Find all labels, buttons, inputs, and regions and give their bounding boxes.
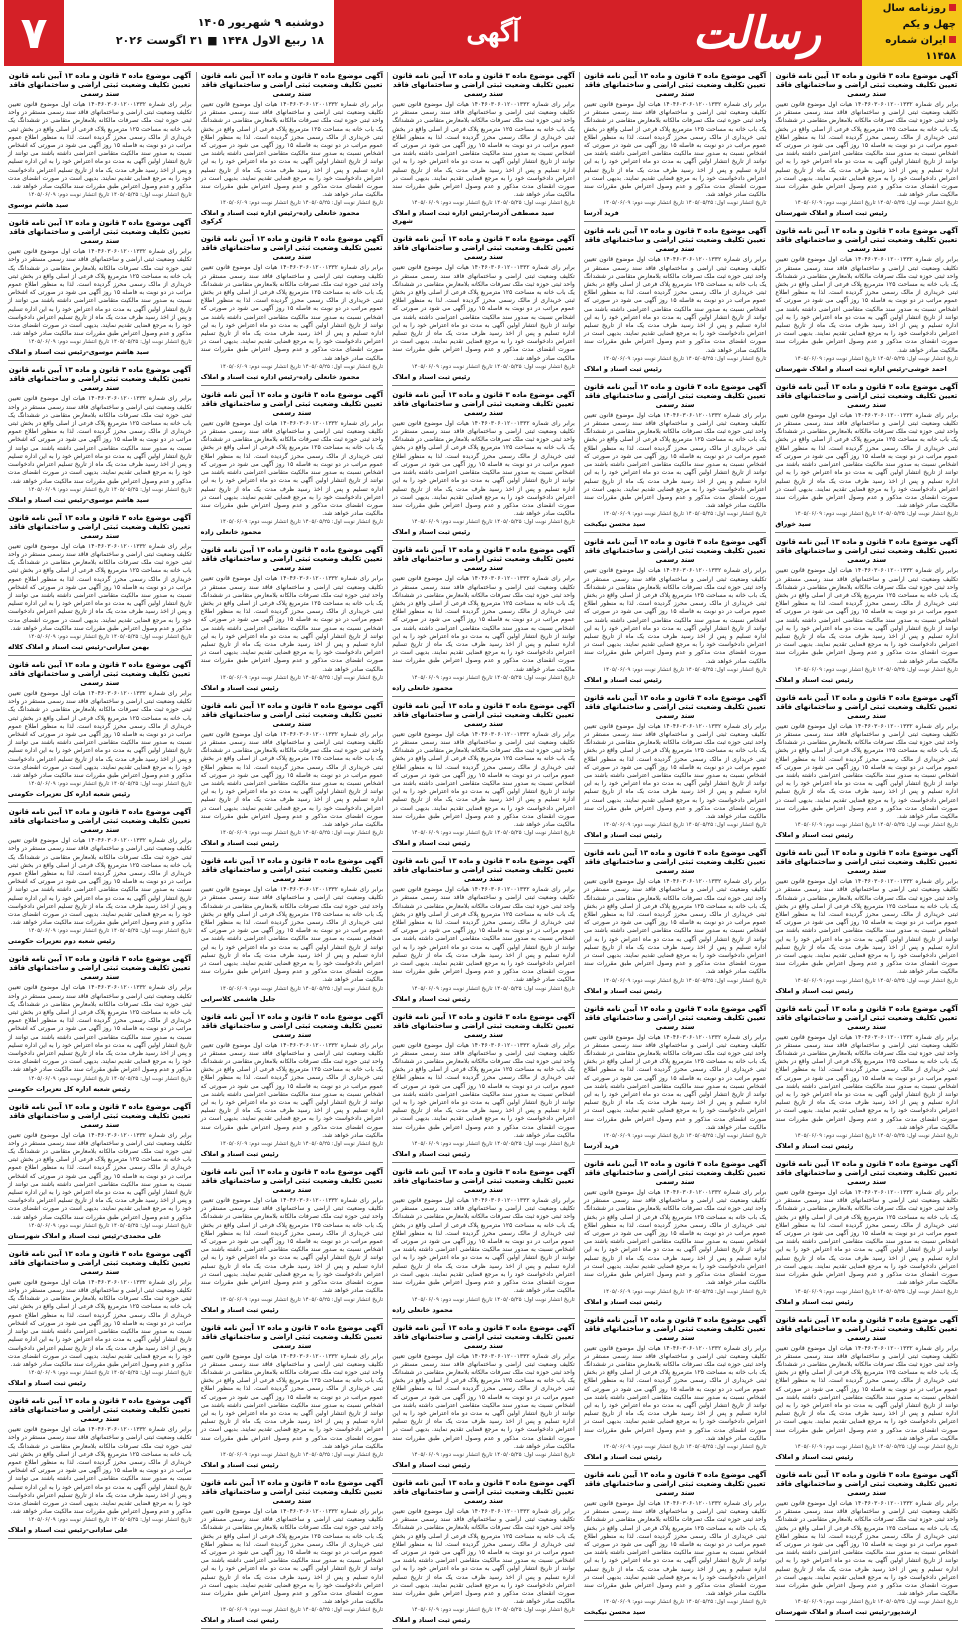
- legal-notice: [392, 72, 575, 230]
- notice-title: آگهی موضوع ماده ۳ قانون و ماده ۱۳ آیین نامه قانون تعیین تکلیف وضعیت ثبتی اراضی و ساختمانهای فاقد سند رسمی: [200, 546, 384, 573]
- legal-notice: [8, 72, 192, 214]
- legal-notice: [584, 383, 767, 533]
- notice-body: برابر رای شماره ۱۴۰۴۶۰۳۰۶۰۱۲۰۰۱۳۳۲ هیات اول موضوع قانون تعیین تکلیف وضعیت ثبتی اراضی و ساختمانهای فاقد سند رسمی مستقر در واحد ثبتی حوزه ثبت ملک تصرفات مالکانه بلامعارض متقاضی در ششدانگ یک باب خانه به مساحت ۱۲۵ مترمربع پلاک فرعی از اصلی واقع در بخش ثبتی خریداری از مالک رسمی محرز گردیده است. لذا به منظور اطلاع عموم مراتب در دو نوبت به فاصله ۱۵ روز آگهی می شود در صورتی که اشخاص نسبت به صدور سند مالکیت متقاضی اعتراضی داشته باشند می توانند از تاریخ انتشار اولین آگهی به مدت دو ماه اعتراض خود را به این اداره تسلیم و پس از اخذ رسید ظرف مدت یک ماه از تاریخ تسلیم اعتراض دادخواست خود را به مرجع قضایی تقدیم نمایند. بدیهی است در صورت انقضای مدت مذکور و عدم وصول اعتراض طبق مقررات سند مالکیت صادر خواهد شد.: [200, 264, 384, 362]
- notice-signature: سید هاشم موسوی: [8, 201, 69, 210]
- notice-dates: تاریخ انتشار نوبت اول: ۱۴۰۵/۰۵/۲۵ تاریخ انتشار نوبت دوم: ۱۴۰۵/۰۶/۰۹: [219, 830, 384, 837]
- notice-title: آگهی موضوع ماده ۳ قانون و ماده ۱۳ آیین نامه قانون تعیین تکلیف وضعیت ثبتی اراضی و ساختمانهای فاقد سند رسمی: [584, 382, 767, 409]
- legal-notice: [584, 227, 767, 377]
- section-title: آگهی: [466, 18, 520, 48]
- notice-signature: رئیس ثبت اسناد و املاک: [583, 1452, 662, 1461]
- date-box: [64, 0, 334, 66]
- legal-notice: [8, 1250, 192, 1392]
- notice-dates: تاریخ انتشار نوبت اول: ۱۴۰۵/۰۵/۲۵ تاریخ انتشار نوبت دوم: ۱۴۰۵/۰۶/۰۹: [219, 363, 384, 370]
- notice-signature: رئیس شعبه اداره کل تعزیرات حکومتی: [8, 1084, 131, 1093]
- legal-notice: [392, 1168, 575, 1318]
- notice-title: آگهی موضوع ماده ۳ قانون و ماده ۱۳ آیین نامه قانون تعیین تکلیف وضعیت ثبتی اراضی و ساختمانهای فاقد سند رسمی: [392, 701, 575, 728]
- notice-title: آگهی موضوع ماده ۳ قانون و ماده ۱۳ آیین نامه قانون تعیین تکلیف وضعیت ثبتی اراضی و ساختمانهای فاقد سند رسمی: [392, 546, 575, 573]
- notice-signature: فرید آذرسا: [583, 1142, 619, 1151]
- notice-signature: رئیس ثبت اسناد و املاک شهرستان: [775, 209, 888, 218]
- notice-signature: رئیس ثبت اسناد و املاک: [583, 831, 662, 840]
- notice-body: برابر رای شماره ۱۴۰۴۶۰۳۰۶۰۱۲۰۰۱۳۳۲ هیات اول موضوع قانون تعیین تکلیف وضعیت ثبتی اراضی و ساختمانهای فاقد سند رسمی مستقر در واحد ثبتی حوزه ثبت ملک تصرفات مالکانه بلامعارض متقاضی در ششدانگ یک باب خانه به مساحت ۱۲۵ مترمربع پلاک فرعی از اصلی واقع در بخش ثبتی خریداری از مالک رسمی محرز گردیده است. لذا به منظور اطلاع عموم مراتب در دو نوبت به فاصله ۱۵ روز آگهی می شود در صورتی که اشخاص نسبت به صدور سند مالکیت متقاضی اعتراضی داشته باشند می توانند از تاریخ انتشار اولین آگهی به مدت دو ماه اعتراض خود را به این اداره تسلیم و پس از اخذ رسید ظرف مدت یک ماه از تاریخ تسلیم اعتراض دادخواست خود را به مرجع قضایی تقدیم نمایند. بدیهی است در صورت انقضای مدت مذکور و عدم وصول اعتراض طبق مقررات سند مالکیت صادر خواهد شد.: [392, 1507, 575, 1606]
- notice-dates: تاریخ انتشار نوبت اول: ۱۴۰۵/۰۵/۲۵ تاریخ انتشار نوبت دوم: ۱۴۰۵/۰۶/۰۹: [411, 519, 575, 526]
- notice-body: برابر رای شماره ۱۴۰۴۶۰۳۰۶۰۱۲۰۰۱۳۳۲ هیات اول موضوع قانون تعیین تکلیف وضعیت ثبتی اراضی و ساختمانهای فاقد سند رسمی مستقر در واحد ثبتی حوزه ثبت ملک تصرفات مالکانه بلامعارض متقاضی در ششدانگ یک باب خانه به مساحت ۱۲۵ مترمربع پلاک فرعی از اصلی واقع در بخش ثبتی خریداری از مالک رسمی محرز گردیده است. لذا به منظور اطلاع عموم مراتب در دو نوبت به فاصله ۱۵ روز آگهی می شود در صورتی که اشخاص نسبت به صدور سند مالکیت متقاضی اعتراضی داشته باشند می توانند از تاریخ انتشار اولین آگهی به مدت دو ماه اعتراض خود را به این اداره تسلیم و پس از اخذ رسید ظرف مدت یک ماه از تاریخ تسلیم اعتراض دادخواست خود را به مرجع قضایی تقدیم نمایند. بدیهی است در صورت انقضای مدت مذکور و عدم وصول اعتراض طبق مقررات سند مالکیت صادر خواهد شد.: [775, 1344, 959, 1442]
- notice-dates: تاریخ انتشار نوبت اول: ۱۴۰۵/۰۵/۲۵ تاریخ انتشار نوبت دوم: ۱۴۰۵/۰۶/۰۹: [794, 511, 958, 518]
- notice-dates: تاریخ انتشار نوبت اول: ۱۴۰۵/۰۵/۲۵ تاریخ انتشار نوبت دوم: ۱۴۰۵/۰۶/۰۹: [219, 1296, 384, 1303]
- notice-body: برابر رای شماره ۱۴۰۴۶۰۳۰۶۰۱۲۰۰۱۳۳۲ هیات اول موضوع قانون تعیین تکلیف وضعیت ثبتی اراضی و ساختمانهای فاقد سند رسمی مستقر در واحد ثبتی حوزه ثبت ملک تصرفات مالکانه بلامعارض متقاضی در ششدانگ یک باب خانه به مساحت ۱۲۵ مترمربع پلاک فرعی از اصلی واقع در بخش ثبتی خریداری از مالک رسمی محرز گردیده است. لذا به منظور اطلاع عموم مراتب در دو نوبت به فاصله ۱۵ روز آگهی می شود در صورتی که اشخاص نسبت به صدور سند مالکیت متقاضی اعتراضی داشته باشند می توانند از تاریخ انتشار اولین آگهی به مدت دو ماه اعتراض خود را به این اداره تسلیم و پس از اخذ رسید ظرف مدت یک ماه از تاریخ تسلیم اعتراض دادخواست خود را به مرجع قضایی تقدیم نمایند. بدیهی است در صورت انقضای مدت مذکور و عدم وصول اعتراض طبق مقررات سند مالکیت صادر خواهد شد.: [392, 264, 575, 362]
- notice-dates: تاریخ انتشار نوبت اول: ۱۴۰۵/۰۵/۲۵ تاریخ انتشار نوبت دوم: ۱۴۰۵/۰۶/۰۹: [603, 822, 767, 829]
- notice-dates: تاریخ انتشار نوبت اول: ۱۴۰۵/۰۵/۲۵ تاریخ انتشار نوبت دوم: ۱۴۰۵/۰۶/۰۹: [219, 1141, 384, 1148]
- legal-notice: [392, 546, 575, 696]
- notice-body: برابر رای شماره ۱۴۰۴۶۰۳۰۶۰۱۲۰۰۱۳۳۲ هیات اول موضوع قانون تعیین تکلیف وضعیت ثبتی اراضی و ساختمانهای فاقد سند رسمی مستقر در واحد ثبتی حوزه ثبت ملک تصرفات مالکانه بلامعارض متقاضی در ششدانگ یک باب خانه به مساحت ۱۲۵ مترمربع پلاک فرعی از اصلی واقع در بخش ثبتی خریداری از مالک رسمی محرز گردیده است. لذا به منظور اطلاع عموم مراتب در دو نوبت به فاصله ۱۵ روز آگهی می شود در صورتی که اشخاص نسبت به صدور سند مالکیت متقاضی اعتراضی داشته باشند می توانند از تاریخ انتشار اولین آگهی به مدت دو ماه اعتراض خود را به این اداره تسلیم و پس از اخذ رسید ظرف مدت یک ماه از تاریخ تسلیم اعتراض دادخواست خود را به مرجع قضایی تقدیم نمایند. بدیهی است در صورت انقضای مدت مذکور و عدم وصول اعتراض طبق مقررات سند مالکیت صادر خواهد شد.: [583, 256, 767, 354]
- notice-dates: تاریخ انتشار نوبت اول: ۱۴۰۵/۰۵/۲۵ تاریخ انتشار نوبت دوم: ۱۴۰۵/۰۶/۰۹: [28, 781, 192, 788]
- legal-notice: [8, 1103, 192, 1245]
- legal-notice: [392, 1324, 575, 1474]
- notice-signature: رئیس ثبت اسناد و املاک: [775, 1452, 854, 1461]
- notice-title: آگهی موضوع ماده ۳ قانون و ماده ۱۳ آیین نامه قانون تعیین تکلیف وضعیت ثبتی اراضی و ساختمانهای فاقد سند رسمی: [584, 538, 767, 565]
- notice-body: برابر رای شماره ۱۴۰۴۶۰۳۰۶۰۱۲۰۰۱۳۳۲ هیات اول موضوع قانون تعیین تکلیف وضعیت ثبتی اراضی و ساختمانهای فاقد سند رسمی مستقر در واحد ثبتی حوزه ثبت ملک تصرفات مالکانه بلامعارض متقاضی در ششدانگ یک باب خانه به مساحت ۱۲۵ مترمربع پلاک فرعی از اصلی واقع در بخش ثبتی خریداری از مالک رسمی محرز گردیده است. لذا به منظور اطلاع عموم مراتب در دو نوبت به فاصله ۱۵ روز آگهی می شود در صورتی که اشخاص نسبت به صدور سند مالکیت متقاضی اعتراضی داشته باشند می توانند از تاریخ انتشار اولین آگهی به مدت دو ماه اعتراض خود را به این اداره تسلیم و پس از اخذ رسید ظرف مدت یک ماه از تاریخ تسلیم اعتراض دادخواست خود را به مرجع قضایی تقدیم نمایند. بدیهی است در صورت انقضای مدت مذکور و عدم وصول اعتراض طبق مقررات سند مالکیت صادر خواهد شد.: [583, 722, 767, 820]
- notice-signature: رئیس ثبت اسناد و املاک: [775, 1297, 854, 1306]
- notice-dates: تاریخ انتشار نوبت اول: ۱۴۰۵/۰۵/۲۵ تاریخ انتشار نوبت دوم: ۱۴۰۵/۰۶/۰۹: [28, 1075, 192, 1082]
- notice-title: آگهی موضوع ماده ۳ قانون و ماده ۱۳ آیین نامه قانون تعیین تکلیف وضعیت ثبتی اراضی و ساختمانهای فاقد سند رسمی: [775, 1315, 958, 1342]
- notice-body: برابر رای شماره ۱۴۰۴۶۰۳۰۶۰۱۲۰۰۱۳۳۲ هیات اول موضوع قانون تعیین تکلیف وضعیت ثبتی اراضی و ساختمانهای فاقد سند رسمی مستقر در واحد ثبتی حوزه ثبت ملک تصرفات مالکانه بلامعارض متقاضی در ششدانگ یک باب خانه به مساحت ۱۲۵ مترمربع پلاک فرعی از اصلی واقع در بخش ثبتی خریداری از مالک رسمی محرز گردیده است. لذا به منظور اطلاع عموم مراتب در دو نوبت به فاصله ۱۵ روز آگهی می شود در صورتی که اشخاص نسبت به صدور سند مالکیت متقاضی اعتراضی داشته باشند می توانند از تاریخ انتشار اولین آگهی به مدت دو ماه اعتراض خود را به این اداره تسلیم و پس از اخذ رسید ظرف مدت یک ماه از تاریخ تسلیم اعتراض دادخواست خود را به مرجع قضایی تقدیم نمایند. بدیهی است در صورت انقضای مدت مذکور و عدم وصول اعتراض طبق مقررات سند مالکیت صادر خواهد شد.: [583, 1499, 767, 1598]
- notice-body: برابر رای شماره ۱۴۰۴۶۰۳۰۶۰۱۲۰۰۱۳۳۲ هیات اول موضوع قانون تعیین تکلیف وضعیت ثبتی اراضی و ساختمانهای فاقد سند رسمی مستقر در واحد ثبتی حوزه ثبت ملک تصرفات مالکانه بلامعارض متقاضی در ششدانگ یک باب خانه به مساحت ۱۲۵ مترمربع پلاک فرعی از اصلی واقع در بخش ثبتی خریداری از مالک رسمی محرز گردیده است. لذا به منظور اطلاع عموم مراتب در دو نوبت به فاصله ۱۵ روز آگهی می شود در صورتی که اشخاص نسبت به صدور سند مالکیت متقاضی اعتراضی داشته باشند می توانند از تاریخ انتشار اولین آگهی به مدت دو ماه اعتراض خود را به این اداره تسلیم و پس از اخذ رسید ظرف مدت یک ماه از تاریخ تسلیم اعتراض دادخواست خود را به مرجع قضایی تقدیم نمایند. بدیهی است در صورت انقضای مدت مذکور و عدم وصول اعتراض طبق مقررات سند مالکیت صادر خواهد شد.: [775, 722, 959, 820]
- notice-signature: محمود خانعلی زاده-رئیس اداره ثبت اسناد و املاک کرکوی: [200, 209, 360, 226]
- notice-dates: تاریخ انتشار نوبت اول: ۱۴۰۵/۰۵/۲۵ تاریخ انتشار نوبت دوم: ۱۴۰۵/۰۶/۰۹: [28, 928, 192, 935]
- notice-body: برابر رای شماره ۱۴۰۴۶۰۳۰۶۰۱۲۰۰۱۳۳۲ هیات اول موضوع قانون تعیین تکلیف وضعیت ثبتی اراضی و ساختمانهای فاقد سند رسمی مستقر در واحد ثبتی حوزه ثبت ملک تصرفات مالکانه بلامعارض متقاضی در ششدانگ یک باب خانه به مساحت ۱۲۵ مترمربع پلاک فرعی از اصلی واقع در بخش ثبتی خریداری از مالک رسمی محرز گردیده است. لذا به منظور اطلاع عموم مراتب در دو نوبت به فاصله ۱۵ روز آگهی می شود در صورتی که اشخاص نسبت به صدور سند مالکیت متقاضی اعتراضی داشته باشند می توانند از تاریخ انتشار اولین آگهی به مدت دو ماه اعتراض خود را به این اداره تسلیم و پس از اخذ رسید ظرف مدت یک ماه از تاریخ تسلیم اعتراض دادخواست خود را به مرجع قضایی تقدیم نمایند. بدیهی است در صورت انقضای مدت مذکور و عدم وصول اعتراض طبق مقررات سند مالکیت صادر خواهد شد.: [200, 1041, 384, 1139]
- notice-dates: تاریخ انتشار نوبت اول: ۱۴۰۵/۰۵/۲۵ تاریخ انتشار نوبت دوم: ۱۴۰۵/۰۶/۰۹: [794, 1288, 958, 1295]
- notice-dates: تاریخ انتشار نوبت اول: ۱۴۰۵/۰۵/۲۵ تاریخ انتشار نوبت دوم: ۱۴۰۵/۰۶/۰۹: [603, 1133, 767, 1140]
- notice-dates: تاریخ انتشار نوبت اول: ۱۴۰۵/۰۵/۲۵ تاریخ انتشار نوبت دوم: ۱۴۰۵/۰۶/۰۹: [411, 1141, 575, 1148]
- notice-title: آگهی موضوع ماده ۳ قانون و ماده ۱۳ آیین نامه قانون تعیین تکلیف وضعیت ثبتی اراضی و ساختمانهای فاقد سند رسمی: [200, 701, 384, 728]
- notice-body: برابر رای شماره ۱۴۰۴۶۰۳۰۶۰۱۲۰۰۱۳۳۲ هیات اول موضوع قانون تعیین تکلیف وضعیت ثبتی اراضی و ساختمانهای فاقد سند رسمی مستقر در واحد ثبتی حوزه ثبت ملک تصرفات مالکانه بلامعارض متقاضی در ششدانگ یک باب خانه به مساحت ۱۲۵ مترمربع پلاک فرعی از اصلی واقع در بخش ثبتی خریداری از مالک رسمی محرز گردیده است. لذا به منظور اطلاع عموم مراتب در دو نوبت به فاصله ۱۵ روز آگهی می شود در صورتی که اشخاص نسبت به صدور سند مالکیت متقاضی اعتراضی داشته باشند می توانند از تاریخ انتشار اولین آگهی به مدت دو ماه اعتراض خود را به این اداره تسلیم و پس از اخذ رسید ظرف مدت یک ماه از تاریخ تسلیم اعتراض دادخواست خود را به مرجع قضایی تقدیم نمایند. بدیهی است در صورت انقضای مدت مذکور و عدم وصول اعتراض طبق مقررات سند مالکیت صادر خواهد شد.: [392, 575, 575, 673]
- notice-signature: ارشدپور-رئیس ثبت اسناد و املاک شهرستان: [775, 1608, 917, 1617]
- notice-signature: رئیس ثبت اسناد و املاک: [200, 1460, 279, 1469]
- notice-body: برابر رای شماره ۱۴۰۴۶۰۳۰۶۰۱۲۰۰۱۳۳۲ هیات اول موضوع قانون تعیین تکلیف وضعیت ثبتی اراضی و ساختمانهای فاقد سند رسمی مستقر در واحد ثبتی حوزه ثبت ملک تصرفات مالکانه بلامعارض متقاضی در ششدانگ یک باب خانه به مساحت ۱۲۵ مترمربع پلاک فرعی از اصلی واقع در بخش ثبتی خریداری از مالک رسمی محرز گردیده است. لذا به منظور اطلاع عموم مراتب در دو نوبت به فاصله ۱۵ روز آگهی می شود در صورتی که اشخاص نسبت به صدور سند مالکیت متقاضی اعتراضی داشته باشند می توانند از تاریخ انتشار اولین آگهی به مدت دو ماه اعتراض خود را به این اداره تسلیم و پس از اخذ رسید ظرف مدت یک ماه از تاریخ تسلیم اعتراض دادخواست خود را به مرجع قضایی تقدیم نمایند. بدیهی است در صورت انقضای مدت مذکور و عدم وصول اعتراض طبق مقررات سند مالکیت صادر خواهد شد.: [8, 542, 192, 632]
- legal-notice: [201, 702, 384, 852]
- notice-signature: رئیس ثبت اسناد و املاک: [392, 994, 471, 1003]
- notice-signature: محمود خانعلی زاده: [392, 1305, 453, 1314]
- notice-dates: تاریخ انتشار نوبت اول: ۱۴۰۵/۰۵/۲۵ تاریخ انتشار نوبت دوم: ۱۴۰۵/۰۶/۰۹: [219, 200, 384, 207]
- notice-body: برابر رای شماره ۱۴۰۴۶۰۳۰۶۰۱۲۰۰۱۳۳۲ هیات اول موضوع قانون تعیین تکلیف وضعیت ثبتی اراضی و ساختمانهای فاقد سند رسمی مستقر در واحد ثبتی حوزه ثبت ملک تصرفات مالکانه بلامعارض متقاضی در ششدانگ یک باب خانه به مساحت ۱۲۵ مترمربع پلاک فرعی از اصلی واقع در بخش ثبتی خریداری از مالک رسمی محرز گردیده است. لذا به منظور اطلاع عموم مراتب در دو نوبت به فاصله ۱۵ روز آگهی می شود در صورتی که اشخاص نسبت به صدور سند مالکیت متقاضی اعتراضی داشته باشند می توانند از تاریخ انتشار اولین آگهی به مدت دو ماه اعتراض خود را به این اداره تسلیم و پس از اخذ رسید ظرف مدت یک ماه از تاریخ تسلیم اعتراض دادخواست خود را به مرجع قضایی تقدیم نمایند. بدیهی است در صورت انقضای مدت مذکور و عدم وصول اعتراض طبق مقررات سند مالکیت صادر خواهد شد.: [392, 1197, 575, 1295]
- notice-body: برابر رای شماره ۱۴۰۴۶۰۳۰۶۰۱۲۰۰۱۳۳۲ هیات اول موضوع قانون تعیین تکلیف وضعیت ثبتی اراضی و ساختمانهای فاقد سند رسمی مستقر در واحد ثبتی حوزه ثبت ملک تصرفات مالکانه بلامعارض متقاضی در ششدانگ یک باب خانه به مساحت ۱۲۵ مترمربع پلاک فرعی از اصلی واقع در بخش ثبتی خریداری از مالک رسمی محرز گردیده است. لذا به منظور اطلاع عموم مراتب در دو نوبت به فاصله ۱۵ روز آگهی می شود در صورتی که اشخاص نسبت به صدور سند مالکیت متقاضی اعتراضی داشته باشند می توانند از تاریخ انتشار اولین آگهی به مدت دو ماه اعتراض خود را به این اداره تسلیم و پس از اخذ رسید ظرف مدت یک ماه از تاریخ تسلیم اعتراض دادخواست خود را به مرجع قضایی تقدیم نمایند. بدیهی است در صورت انقضای مدت مذکور و عدم وصول اعتراض طبق مقررات سند مالکیت صادر خواهد شد.: [200, 1197, 384, 1295]
- notice-body: برابر رای شماره ۱۴۰۴۶۰۳۰۶۰۱۲۰۰۱۳۳۲ هیات اول موضوع قانون تعیین تکلیف وضعیت ثبتی اراضی و ساختمانهای فاقد سند رسمی مستقر در واحد ثبتی حوزه ثبت ملک تصرفات مالکانه بلامعارض متقاضی در ششدانگ یک باب خانه به مساحت ۱۲۵ مترمربع پلاک فرعی از اصلی واقع در بخش ثبتی خریداری از مالک رسمی محرز گردیده است. لذا به منظور اطلاع عموم مراتب در دو نوبت به فاصله ۱۵ روز آگهی می شود در صورتی که اشخاص نسبت به صدور سند مالکیت متقاضی اعتراضی داشته باشند می توانند از تاریخ انتشار اولین آگهی به مدت دو ماه اعتراض خود را به این اداره تسلیم و پس از اخذ رسید ظرف مدت یک ماه از تاریخ تسلیم اعتراض دادخواست خود را به مرجع قضایی تقدیم نمایند. بدیهی است در صورت انقضای مدت مذکور و عدم وصول اعتراض طبق مقررات سند مالکیت صادر خواهد شد.: [583, 1344, 767, 1442]
- legal-notice: [584, 849, 767, 999]
- notice-body: برابر رای شماره ۱۴۰۴۶۰۳۰۶۰۱۲۰۰۱۳۳۲ هیات اول موضوع قانون تعیین تکلیف وضعیت ثبتی اراضی و ساختمانهای فاقد سند رسمی مستقر در واحد ثبتی حوزه ثبت ملک تصرفات مالکانه بلامعارض متقاضی در ششدانگ یک باب خانه به مساحت ۱۲۵ مترمربع پلاک فرعی از اصلی واقع در بخش ثبتی خریداری از مالک رسمی محرز گردیده است. لذا به منظور اطلاع عموم مراتب در دو نوبت به فاصله ۱۵ روز آگهی می شود در صورتی که اشخاص نسبت به صدور سند مالکیت متقاضی اعتراضی داشته باشند می توانند از تاریخ انتشار اولین آگهی به مدت دو ماه اعتراض خود را به این اداره تسلیم و پس از اخذ رسید ظرف مدت یک ماه از تاریخ تسلیم اعتراض دادخواست خود را به مرجع قضایی تقدیم نمایند. بدیهی است در صورت انقضای مدت مذکور و عدم وصول اعتراض طبق مقررات سند مالکیت صادر خواهد شد.: [392, 730, 575, 828]
- notice-dates: تاریخ انتشار نوبت اول: ۱۴۰۵/۰۵/۲۵ تاریخ انتشار نوبت دوم: ۱۴۰۵/۰۶/۰۹: [794, 1443, 958, 1450]
- notice-body: برابر رای شماره ۱۴۰۴۶۰۳۰۶۰۱۲۰۰۱۳۳۲ هیات اول موضوع قانون تعیین تکلیف وضعیت ثبتی اراضی و ساختمانهای فاقد سند رسمی مستقر در واحد ثبتی حوزه ثبت ملک تصرفات مالکانه بلامعارض متقاضی در ششدانگ یک باب خانه به مساحت ۱۲۵ مترمربع پلاک فرعی از اصلی واقع در بخش ثبتی خریداری از مالک رسمی محرز گردیده است. لذا به منظور اطلاع عموم مراتب در دو نوبت به فاصله ۱۵ روز آگهی می شود در صورتی که اشخاص نسبت به صدور سند مالکیت متقاضی اعتراضی داشته باشند می توانند از تاریخ انتشار اولین آگهی به مدت دو ماه اعتراض خود را به این اداره تسلیم و پس از اخذ رسید ظرف مدت یک ماه از تاریخ تسلیم اعتراض دادخواست خود را به مرجع قضایی تقدیم نمایند. بدیهی است در صورت انقضای مدت مذکور و عدم وصول اعتراض طبق مقررات سند مالکیت صادر خواهد شد.: [775, 1499, 959, 1598]
- notice-body: برابر رای شماره ۱۴۰۴۶۰۳۰۶۰۱۲۰۰۱۳۳۲ هیات اول موضوع قانون تعیین تکلیف وضعیت ثبتی اراضی و ساختمانهای فاقد سند رسمی مستقر در واحد ثبتی حوزه ثبت ملک تصرفات مالکانه بلامعارض متقاضی در ششدانگ یک باب خانه به مساحت ۱۲۵ مترمربع پلاک فرعی از اصلی واقع در بخش ثبتی خریداری از مالک رسمی محرز گردیده است. لذا به منظور اطلاع عموم مراتب در دو نوبت به فاصله ۱۵ روز آگهی می شود در صورتی که اشخاص نسبت به صدور سند مالکیت متقاضی اعتراضی داشته باشند می توانند از تاریخ انتشار اولین آگهی به مدت دو ماه اعتراض خود را به این اداره تسلیم و پس از اخذ رسید ظرف مدت یک ماه از تاریخ تسلیم اعتراض دادخواست خود را به مرجع قضایی تقدیم نمایند. بدیهی است در صورت انقضای مدت مذکور و عدم وصول اعتراض طبق مقررات سند مالکیت صادر خواهد شد.: [583, 1189, 767, 1287]
- notice-title: آگهی موضوع ماده ۳ قانون و ماده ۱۳ آیین نامه قانون تعیین تکلیف وضعیت ثبتی اراضی و ساختمانهای فاقد سند رسمی: [584, 1315, 767, 1342]
- notice-signature: رئیس ثبت اسناد و املاک: [392, 372, 471, 381]
- notice-body: برابر رای شماره ۱۴۰۴۶۰۳۰۶۰۱۲۰۰۱۳۳۲ هیات اول موضوع قانون تعیین تکلیف وضعیت ثبتی اراضی و ساختمانهای فاقد سند رسمی مستقر در واحد ثبتی حوزه ثبت ملک تصرفات مالکانه بلامعارض متقاضی در ششدانگ یک باب خانه به مساحت ۱۲۵ مترمربع پلاک فرعی از اصلی واقع در بخش ثبتی خریداری از مالک رسمی محرز گردیده است. لذا به منظور اطلاع عموم مراتب در دو نوبت به فاصله ۱۵ روز آگهی می شود در صورتی که اشخاص نسبت به صدور سند مالکیت متقاضی اعتراضی داشته باشند می توانند از تاریخ انتشار اولین آگهی به مدت دو ماه اعتراض خود را به این اداره تسلیم و پس از اخذ رسید ظرف مدت یک ماه از تاریخ تسلیم اعتراض دادخواست خود را به مرجع قضایی تقدیم نمایند. بدیهی است در صورت انقضای مدت مذکور و عدم وصول اعتراض طبق مقررات سند مالکیت صادر خواهد شد.: [200, 575, 384, 673]
- notice-dates: تاریخ انتشار نوبت اول: ۱۴۰۵/۰۵/۲۵ تاریخ انتشار نوبت دوم: ۱۴۰۵/۰۶/۰۹: [219, 674, 384, 681]
- notice-body: برابر رای شماره ۱۴۰۴۶۰۳۰۶۰۱۲۰۰۱۳۳۲ هیات اول موضوع قانون تعیین تکلیف وضعیت ثبتی اراضی و ساختمانهای فاقد سند رسمی مستقر در واحد ثبتی حوزه ثبت ملک تصرفات مالکانه بلامعارض متقاضی در ششدانگ یک باب خانه به مساحت ۱۲۵ مترمربع پلاک فرعی از اصلی واقع در بخش ثبتی خریداری از مالک رسمی محرز گردیده است. لذا به منظور اطلاع عموم مراتب در دو نوبت به فاصله ۱۵ روز آگهی می شود در صورتی که اشخاص نسبت به صدور سند مالکیت متقاضی اعتراضی داشته باشند می توانند از تاریخ انتشار اولین آگهی به مدت دو ماه اعتراض خود را به این اداره تسلیم و پس از اخذ رسید ظرف مدت یک ماه از تاریخ تسلیم اعتراض دادخواست خود را به مرجع قضایی تقدیم نمایند. بدیهی است در صورت انقضای مدت مذکور و عدم وصول اعتراض طبق مقررات سند مالکیت صادر خواهد شد.: [8, 984, 192, 1074]
- notice-dates: تاریخ انتشار نوبت اول: ۱۴۰۵/۰۵/۲۵ تاریخ انتشار نوبت دوم: ۱۴۰۵/۰۶/۰۹: [28, 1222, 192, 1229]
- notice-title: آگهی موضوع ماده ۳ قانون و ماده ۱۳ آیین نامه قانون تعیین تکلیف وضعیت ثبتی اراضی و ساختمانهای فاقد سند رسمی: [8, 1102, 191, 1129]
- notice-dates: تاریخ انتشار نوبت اول: ۱۴۰۵/۰۵/۲۵ تاریخ انتشار نوبت دوم: ۱۴۰۵/۰۶/۰۹: [28, 339, 192, 346]
- notice-dates: تاریخ انتشار نوبت اول: ۱۴۰۵/۰۵/۲۵ تاریخ انتشار نوبت دوم: ۱۴۰۵/۰۶/۰۹: [219, 1607, 384, 1614]
- notice-signature: رئیس ثبت اسناد و املاک: [583, 1297, 662, 1306]
- notice-signature: محمود خانعلی زاده-رئیس اداره ثبت اسناد و املاک: [200, 372, 360, 381]
- legal-notice: [775, 383, 958, 533]
- section-header: [334, 0, 652, 66]
- legal-notice: [775, 1471, 958, 1621]
- notice-body: برابر رای شماره ۱۴۰۴۶۰۳۰۶۰۱۲۰۰۱۳۳۲ هیات اول موضوع قانون تعیین تکلیف وضعیت ثبتی اراضی و ساختمانهای فاقد سند رسمی مستقر در واحد ثبتی حوزه ثبت ملک تصرفات مالکانه بلامعارض متقاضی در ششدانگ یک باب خانه به مساحت ۱۲۵ مترمربع پلاک فرعی از اصلی واقع در بخش ثبتی خریداری از مالک رسمی محرز گردیده است. لذا به منظور اطلاع عموم مراتب در دو نوبت به فاصله ۱۵ روز آگهی می شود در صورتی که اشخاص نسبت به صدور سند مالکیت متقاضی اعتراضی داشته باشند می توانند از تاریخ انتشار اولین آگهی به مدت دو ماه اعتراض خود را به این اداره تسلیم و پس از اخذ رسید ظرف مدت یک ماه از تاریخ تسلیم اعتراض دادخواست خود را به مرجع قضایی تقدیم نمایند. بدیهی است در صورت انقضای مدت مذکور و عدم وصول اعتراض طبق مقررات سند مالکیت صادر خواهد شد.: [392, 1041, 575, 1139]
- notice-signature: رئیس ثبت اسناد و املاک: [775, 831, 854, 840]
- notice-body: برابر رای شماره ۱۴۰۴۶۰۳۰۶۰۱۲۰۰۱۳۳۲ هیات اول موضوع قانون تعیین تکلیف وضعیت ثبتی اراضی و ساختمانهای فاقد سند رسمی مستقر در واحد ثبتی حوزه ثبت ملک تصرفات مالکانه بلامعارض متقاضی در ششدانگ یک باب خانه به مساحت ۱۲۵ مترمربع پلاک فرعی از اصلی واقع در بخش ثبتی خریداری از مالک رسمی محرز گردیده است. لذا به منظور اطلاع عموم مراتب در دو نوبت به فاصله ۱۵ روز آگهی می شود در صورتی که اشخاص نسبت به صدور سند مالکیت متقاضی اعتراضی داشته باشند می توانند از تاریخ انتشار اولین آگهی به مدت دو ماه اعتراض خود را به این اداره تسلیم و پس از اخذ رسید ظرف مدت یک ماه از تاریخ تسلیم اعتراض دادخواست خود را به مرجع قضایی تقدیم نمایند. بدیهی است در صورت انقضای مدت مذکور و عدم وصول اعتراض طبق مقررات سند مالکیت صادر خواهد شد.: [8, 1426, 192, 1516]
- notice-dates: تاریخ انتشار نوبت اول: ۱۴۰۵/۰۵/۲۵ تاریخ انتشار نوبت دوم: ۱۴۰۵/۰۶/۰۹: [411, 1296, 575, 1303]
- notice-title: آگهی موضوع ماده ۳ قانون و ماده ۱۳ آیین نامه قانون تعیین تکلیف وضعیت ثبتی اراضی و ساختمانهای فاقد سند رسمی: [200, 1323, 384, 1350]
- notice-dates: تاریخ انتشار نوبت اول: ۱۴۰۵/۰۵/۲۵ تاریخ انتشار نوبت دوم: ۱۴۰۵/۰۶/۰۹: [411, 200, 575, 207]
- notice-signature: رئیس ثبت اسناد و املاک: [392, 1460, 471, 1469]
- notice-body: برابر رای شماره ۱۴۰۴۶۰۳۰۶۰۱۲۰۰۱۳۳۲ هیات اول موضوع قانون تعیین تکلیف وضعیت ثبتی اراضی و ساختمانهای فاقد سند رسمی مستقر در واحد ثبتی حوزه ثبت ملک تصرفات مالکانه بلامعارض متقاضی در ششدانگ یک باب خانه به مساحت ۱۲۵ مترمربع پلاک فرعی از اصلی واقع در بخش ثبتی خریداری از مالک رسمی محرز گردیده است. لذا به منظور اطلاع عموم مراتب در دو نوبت به فاصله ۱۵ روز آگهی می شود در صورتی که اشخاص نسبت به صدور سند مالکیت متقاضی اعتراضی داشته باشند می توانند از تاریخ انتشار اولین آگهی به مدت دو ماه اعتراض خود را به این اداره تسلیم و پس از اخذ رسید ظرف مدت یک ماه از تاریخ تسلیم اعتراض دادخواست خود را به مرجع قضایی تقدیم نمایند. بدیهی است در صورت انقضای مدت مذکور و عدم وصول اعتراض طبق مقررات سند مالکیت صادر خواهد شد.: [583, 878, 767, 976]
- notice-title: آگهی موضوع ماده ۳ قانون و ماده ۱۳ آیین نامه قانون تعیین تکلیف وضعیت ثبتی اراضی و ساختمانهای فاقد سند رسمی: [200, 1012, 384, 1039]
- notice-body: برابر رای شماره ۱۴۰۴۶۰۳۰۶۰۱۲۰۰۱۳۳۲ هیات اول موضوع قانون تعیین تکلیف وضعیت ثبتی اراضی و ساختمانهای فاقد سند رسمی مستقر در واحد ثبتی حوزه ثبت ملک تصرفات مالکانه بلامعارض متقاضی در ششدانگ یک باب خانه به مساحت ۱۲۵ مترمربع پلاک فرعی از اصلی واقع در بخش ثبتی خریداری از مالک رسمی محرز گردیده است. لذا به منظور اطلاع عموم مراتب در دو نوبت به فاصله ۱۵ روز آگهی می شود در صورتی که اشخاص نسبت به صدور سند مالکیت متقاضی اعتراضی داشته باشند می توانند از تاریخ انتشار اولین آگهی به مدت دو ماه اعتراض خود را به این اداره تسلیم و پس از اخذ رسید ظرف مدت یک ماه از تاریخ تسلیم اعتراض دادخواست خود را به مرجع قضایی تقدیم نمایند. بدیهی است در صورت انقضای مدت مذکور و عدم وصول اعتراض طبق مقررات سند مالکیت صادر خواهد شد.: [583, 101, 767, 199]
- legal-notice: [8, 366, 192, 508]
- page-number: ۷: [20, 7, 48, 59]
- notice-signature: سید هاشم موسوی-رئیس ثبت اسناد و املاک: [8, 348, 149, 357]
- legal-notice: [584, 1316, 767, 1466]
- notice-title: آگهی موضوع ماده ۳ قانون و ماده ۱۳ آیین نامه قانون تعیین تکلیف وضعیت ثبتی اراضی و ساختمانهای فاقد سند رسمی: [8, 72, 191, 98]
- notice-title: آگهی موضوع ماده ۳ قانون و ماده ۱۳ آیین نامه قانون تعیین تکلیف وضعیت ثبتی اراضی و ساختمانهای فاقد سند رسمی: [200, 390, 384, 417]
- notice-dates: تاریخ انتشار نوبت اول: ۱۴۰۵/۰۵/۲۵ تاریخ انتشار نوبت دوم: ۱۴۰۵/۰۶/۰۹: [28, 633, 192, 640]
- notice-title: آگهی موضوع ماده ۳ قانون و ماده ۱۳ آیین نامه قانون تعیین تکلیف وضعیت ثبتی اراضی و ساختمانهای فاقد سند رسمی: [584, 1470, 767, 1497]
- notice-title: آگهی موضوع ماده ۳ قانون و ماده ۱۳ آیین نامه قانون تعیین تکلیف وضعیت ثبتی اراضی و ساختمانهای فاقد سند رسمی: [584, 849, 767, 876]
- notice-title: آگهی موضوع ماده ۳ قانون و ماده ۱۳ آیین نامه قانون تعیین تکلیف وضعیت ثبتی اراضی و ساختمانهای فاقد سند رسمی: [200, 72, 384, 98]
- page-number-box: [4, 0, 64, 66]
- notice-dates: تاریخ انتشار نوبت اول: ۱۴۰۵/۰۵/۲۵ تاریخ انتشار نوبت دوم: ۱۴۰۵/۰۶/۰۹: [411, 830, 575, 837]
- notice-body: برابر رای شماره ۱۴۰۴۶۰۳۰۶۰۱۲۰۰۱۳۳۲ هیات اول موضوع قانون تعیین تکلیف وضعیت ثبتی اراضی و ساختمانهای فاقد سند رسمی مستقر در واحد ثبتی حوزه ثبت ملک تصرفات مالکانه بلامعارض متقاضی در ششدانگ یک باب خانه به مساحت ۱۲۵ مترمربع پلاک فرعی از اصلی واقع در بخش ثبتی خریداری از مالک رسمی محرز گردیده است. لذا به منظور اطلاع عموم مراتب در دو نوبت به فاصله ۱۵ روز آگهی می شود در صورتی که اشخاص نسبت به صدور سند مالکیت متقاضی اعتراضی داشته باشند می توانند از تاریخ انتشار اولین آگهی به مدت دو ماه اعتراض خود را به این اداره تسلیم و پس از اخذ رسید ظرف مدت یک ماه از تاریخ تسلیم اعتراض دادخواست خود را به مرجع قضایی تقدیم نمایند. بدیهی است در صورت انقضای مدت مذکور و عدم وصول اعتراض طبق مقررات سند مالکیت صادر خواهد شد.: [200, 730, 384, 828]
- legal-notice: [201, 1013, 384, 1163]
- newspaper-logo: رسالت: [692, 7, 822, 59]
- notice-signature: رئیس ثبت اسناد و املاک: [392, 1616, 471, 1625]
- notice-dates: تاریخ انتشار نوبت اول: ۱۴۰۵/۰۵/۲۵ تاریخ انتشار نوبت دوم: ۱۴۰۵/۰۶/۰۹: [603, 200, 767, 207]
- notice-title: آگهی موضوع ماده ۳ قانون و ماده ۱۳ آیین نامه قانون تعیین تکلیف وضعیت ثبتی اراضی و ساختمانهای فاقد سند رسمی: [392, 390, 575, 417]
- notice-dates: تاریخ انتشار نوبت اول: ۱۴۰۵/۰۵/۲۵ تاریخ انتشار نوبت دوم: ۱۴۰۵/۰۶/۰۹: [28, 1370, 192, 1377]
- notice-signature: رئیس ثبت اسناد و املاک: [583, 986, 662, 995]
- notice-body: برابر رای شماره ۱۴۰۴۶۰۳۰۶۰۱۲۰۰۱۳۳۲ هیات اول موضوع قانون تعیین تکلیف وضعیت ثبتی اراضی و ساختمانهای فاقد سند رسمی مستقر در واحد ثبتی حوزه ثبت ملک تصرفات مالکانه بلامعارض متقاضی در ششدانگ یک باب خانه به مساحت ۱۲۵ مترمربع پلاک فرعی از اصلی واقع در بخش ثبتی خریداری از مالک رسمی محرز گردیده است. لذا به منظور اطلاع عموم مراتب در دو نوبت به فاصله ۱۵ روز آگهی می شود در صورتی که اشخاص نسبت به صدور سند مالکیت متقاضی اعتراضی داشته باشند می توانند از تاریخ انتشار اولین آگهی به مدت دو ماه اعتراض خود را به این اداره تسلیم و پس از اخذ رسید ظرف مدت یک ماه از تاریخ تسلیم اعتراض دادخواست خود را به مرجع قضایی تقدیم نمایند. بدیهی است در صورت انقضای مدت مذکور و عدم وصول اعتراض طبق مقررات سند مالکیت صادر خواهد شد.: [775, 1189, 959, 1287]
- notice-signature: رئیس ثبت اسناد و املاک: [583, 675, 662, 684]
- notice-title: آگهی موضوع ماده ۳ قانون و ماده ۱۳ آیین نامه قانون تعیین تکلیف وضعیت ثبتی اراضی و ساختمانهای فاقد سند رسمی: [775, 72, 958, 98]
- notice-signature: رئیس ثبت اسناد و املاک: [8, 1379, 87, 1388]
- legal-notice: [775, 1005, 958, 1155]
- notice-body: برابر رای شماره ۱۴۰۴۶۰۳۰۶۰۱۲۰۰۱۳۳۲ هیات اول موضوع قانون تعیین تکلیف وضعیت ثبتی اراضی و ساختمانهای فاقد سند رسمی مستقر در واحد ثبتی حوزه ثبت ملک تصرفات مالکانه بلامعارض متقاضی در ششدانگ یک باب خانه به مساحت ۱۲۵ مترمربع پلاک فرعی از اصلی واقع در بخش ثبتی خریداری از مالک رسمی محرز گردیده است. لذا به منظور اطلاع عموم مراتب در دو نوبت به فاصله ۱۵ روز آگهی می شود در صورتی که اشخاص نسبت به صدور سند مالکیت متقاضی اعتراضی داشته باشند می توانند از تاریخ انتشار اولین آگهی به مدت دو ماه اعتراض خود را به این اداره تسلیم و پس از اخذ رسید ظرف مدت یک ماه از تاریخ تسلیم اعتراض دادخواست خود را به مرجع قضایی تقدیم نمایند. بدیهی است در صورت انقضای مدت مذکور و عدم وصول اعتراض طبق مقررات سند مالکیت صادر خواهد شد.: [8, 395, 192, 485]
- notice-signature: رئیس ثبت اسناد و املاک: [775, 675, 854, 684]
- notice-title: آگهی موضوع ماده ۳ قانون و ماده ۱۳ آیین نامه قانون تعیین تکلیف وضعیت ثبتی اراضی و ساختمانهای فاقد سند رسمی: [584, 693, 767, 720]
- legal-notice: [201, 72, 384, 230]
- legal-notice: [392, 702, 575, 852]
- notice-body: برابر رای شماره ۱۴۰۴۶۰۳۰۶۰۱۲۰۰۱۳۳۲ هیات اول موضوع قانون تعیین تکلیف وضعیت ثبتی اراضی و ساختمانهای فاقد سند رسمی مستقر در واحد ثبتی حوزه ثبت ملک تصرفات مالکانه بلامعارض متقاضی در ششدانگ یک باب خانه به مساحت ۱۲۵ مترمربع پلاک فرعی از اصلی واقع در بخش ثبتی خریداری از مالک رسمی محرز گردیده است. لذا به منظور اطلاع عموم مراتب در دو نوبت به فاصله ۱۵ روز آگهی می شود در صورتی که اشخاص نسبت به صدور سند مالکیت متقاضی اعتراضی داشته باشند می توانند از تاریخ انتشار اولین آگهی به مدت دو ماه اعتراض خود را به این اداره تسلیم و پس از اخذ رسید ظرف مدت یک ماه از تاریخ تسلیم اعتراض دادخواست خود را به مرجع قضایی تقدیم نمایند. بدیهی است در صورت انقضای مدت مذکور و عدم وصول اعتراض طبق مقررات سند مالکیت صادر خواهد شد.: [392, 419, 575, 518]
- notice-signature: محمود خانعلی زاده: [200, 528, 262, 537]
- notice-title: آگهی موضوع ماده ۳ قانون و ماده ۱۳ آیین نامه قانون تعیین تکلیف وضعیت ثبتی اراضی و ساختمانهای فاقد سند رسمی: [8, 1397, 191, 1424]
- notice-signature: سید محسن نیکبخت: [583, 520, 646, 529]
- notice-dates: تاریخ انتشار نوبت اول: ۱۴۰۵/۰۵/۲۵ تاریخ انتشار نوبت دوم: ۱۴۰۵/۰۶/۰۹: [794, 822, 958, 829]
- notice-signature: رئیس شعبه اداره کل تعزیرات حکومتی: [8, 790, 131, 799]
- notice-body: برابر رای شماره ۱۴۰۴۶۰۳۰۶۰۱۲۰۰۱۳۳۲ هیات اول موضوع قانون تعیین تکلیف وضعیت ثبتی اراضی و ساختمانهای فاقد سند رسمی مستقر در واحد ثبتی حوزه ثبت ملک تصرفات مالکانه بلامعارض متقاضی در ششدانگ یک باب خانه به مساحت ۱۲۵ مترمربع پلاک فرعی از اصلی واقع در بخش ثبتی خریداری از مالک رسمی محرز گردیده است. لذا به منظور اطلاع عموم مراتب در دو نوبت به فاصله ۱۵ روز آگهی می شود در صورتی که اشخاص نسبت به صدور سند مالکیت متقاضی اعتراضی داشته باشند می توانند از تاریخ انتشار اولین آگهی به مدت دو ماه اعتراض خود را به این اداره تسلیم و پس از اخذ رسید ظرف مدت یک ماه از تاریخ تسلیم اعتراض دادخواست خود را به مرجع قضایی تقدیم نمایند. بدیهی است در صورت انقضای مدت مذکور و عدم وصول اعتراض طبق مقررات سند مالکیت صادر خواهد شد.: [200, 419, 384, 518]
- notice-dates: تاریخ انتشار نوبت اول: ۱۴۰۵/۰۵/۲۵ تاریخ انتشار نوبت دوم: ۱۴۰۵/۰۶/۰۹: [411, 363, 575, 370]
- notice-title: آگهی موضوع ماده ۳ قانون و ماده ۱۳ آیین نامه قانون تعیین تکلیف وضعیت ثبتی اراضی و ساختمانهای فاقد سند رسمی: [200, 235, 384, 262]
- column-2: [579, 72, 771, 1617]
- notice-body: برابر رای شماره ۱۴۰۴۶۰۳۰۶۰۱۲۰۰۱۳۳۲ هیات اول موضوع قانون تعیین تکلیف وضعیت ثبتی اراضی و ساختمانهای فاقد سند رسمی مستقر در واحد ثبتی حوزه ثبت ملک تصرفات مالکانه بلامعارض متقاضی در ششدانگ یک باب خانه به مساحت ۱۲۵ مترمربع پلاک فرعی از اصلی واقع در بخش ثبتی خریداری از مالک رسمی محرز گردیده است. لذا به منظور اطلاع عموم مراتب در دو نوبت به فاصله ۱۵ روز آگهی می شود در صورتی که اشخاص نسبت به صدور سند مالکیت متقاضی اعتراضی داشته باشند می توانند از تاریخ انتشار اولین آگهی به مدت دو ماه اعتراض خود را به این اداره تسلیم و پس از اخذ رسید ظرف مدت یک ماه از تاریخ تسلیم اعتراض دادخواست خود را به مرجع قضایی تقدیم نمایند. بدیهی است در صورت انقضای مدت مذکور و عدم وصول اعتراض طبق مقررات سند مالکیت صادر خواهد شد.: [8, 1131, 192, 1221]
- notice-signature: رئیس ثبت اسناد و املاک: [200, 683, 279, 692]
- legal-notice: [584, 1005, 767, 1155]
- notice-body: برابر رای شماره ۱۴۰۴۶۰۳۰۶۰۱۲۰۰۱۳۳۲ هیات اول موضوع قانون تعیین تکلیف وضعیت ثبتی اراضی و ساختمانهای فاقد سند رسمی مستقر در واحد ثبتی حوزه ثبت ملک تصرفات مالکانه بلامعارض متقاضی در ششدانگ یک باب خانه به مساحت ۱۲۵ مترمربع پلاک فرعی از اصلی واقع در بخش ثبتی خریداری از مالک رسمی محرز گردیده است. لذا به منظور اطلاع عموم مراتب در دو نوبت به فاصله ۱۵ روز آگهی می شود در صورتی که اشخاص نسبت به صدور سند مالکیت متقاضی اعتراضی داشته باشند می توانند از تاریخ انتشار اولین آگهی به مدت دو ماه اعتراض خود را به این اداره تسلیم و پس از اخذ رسید ظرف مدت یک ماه از تاریخ تسلیم اعتراض دادخواست خود را به مرجع قضایی تقدیم نمایند. بدیهی است در صورت انقضای مدت مذکور و عدم وصول اعتراض طبق مقررات سند مالکیت صادر خواهد شد.: [775, 567, 959, 665]
- notice-dates: تاریخ انتشار نوبت اول: ۱۴۰۵/۰۵/۲۵ تاریخ انتشار نوبت دوم: ۱۴۰۵/۰۶/۰۹: [603, 977, 767, 984]
- notice-title: آگهی موضوع ماده ۳ قانون و ماده ۱۳ آیین نامه قانون تعیین تکلیف وضعیت ثبتی اراضی و ساختمانهای فاقد سند رسمی: [8, 955, 191, 982]
- column-3: [387, 72, 579, 1625]
- notice-signature: رئیس ثبت اسناد و املاک: [583, 364, 662, 373]
- notice-body: برابر رای شماره ۱۴۰۴۶۰۳۰۶۰۱۲۰۰۱۳۳۲ هیات اول موضوع قانون تعیین تکلیف وضعیت ثبتی اراضی و ساختمانهای فاقد سند رسمی مستقر در واحد ثبتی حوزه ثبت ملک تصرفات مالکانه بلامعارض متقاضی در ششدانگ یک باب خانه به مساحت ۱۲۵ مترمربع پلاک فرعی از اصلی واقع در بخش ثبتی خریداری از مالک رسمی محرز گردیده است. لذا به منظور اطلاع عموم مراتب در دو نوبت به فاصله ۱۵ روز آگهی می شود در صورتی که اشخاص نسبت به صدور سند مالکیت متقاضی اعتراضی داشته باشند می توانند از تاریخ انتشار اولین آگهی به مدت دو ماه اعتراض خود را به این اداره تسلیم و پس از اخذ رسید ظرف مدت یک ماه از تاریخ تسلیم اعتراض دادخواست خود را به مرجع قضایی تقدیم نمایند. بدیهی است در صورت انقضای مدت مذکور و عدم وصول اعتراض طبق مقررات سند مالکیت صادر خواهد شد.: [8, 1278, 192, 1368]
- notice-dates: تاریخ انتشار نوبت اول: ۱۴۰۵/۰۵/۲۵ تاریخ انتشار نوبت دوم: ۱۴۰۵/۰۶/۰۹: [219, 985, 384, 992]
- notice-title: آگهی موضوع ماده ۳ قانون و ماده ۱۳ آیین نامه قانون تعیین تکلیف وضعیت ثبتی اراضی و ساختمانهای فاقد سند رسمی: [392, 1323, 575, 1350]
- legal-notice: [392, 391, 575, 541]
- notice-signature: رئیس ثبت اسناد و املاک: [200, 1616, 279, 1625]
- column-1: [770, 72, 962, 1617]
- notice-dates: تاریخ انتشار نوبت اول: ۱۴۰۵/۰۵/۲۵ تاریخ انتشار نوبت دوم: ۱۴۰۵/۰۶/۰۹: [794, 666, 958, 673]
- notice-title: آگهی موضوع ماده ۳ قانون و ماده ۱۳ آیین نامه قانون تعیین تکلیف وضعیت ثبتی اراضی و ساختمانهای فاقد سند رسمی: [775, 1004, 958, 1031]
- notice-dates: تاریخ انتشار نوبت اول: ۱۴۰۵/۰۵/۲۵ تاریخ انتشار نوبت دوم: ۱۴۰۵/۰۶/۰۹: [603, 511, 767, 518]
- notice-title: آگهی موضوع ماده ۳ قانون و ماده ۱۳ آیین نامه قانون تعیین تکلیف وضعیت ثبتی اراضی و ساختمانهای فاقد سند رسمی: [584, 72, 767, 98]
- notice-signature: سید هاشم موسوی-رئیس ثبت اسناد و املاک: [8, 495, 149, 504]
- notice-body: برابر رای شماره ۱۴۰۴۶۰۳۰۶۰۱۲۰۰۱۳۳۲ هیات اول موضوع قانون تعیین تکلیف وضعیت ثبتی اراضی و ساختمانهای فاقد سند رسمی مستقر در واحد ثبتی حوزه ثبت ملک تصرفات مالکانه بلامعارض متقاضی در ششدانگ یک باب خانه به مساحت ۱۲۵ مترمربع پلاک فرعی از اصلی واقع در بخش ثبتی خریداری از مالک رسمی محرز گردیده است. لذا به منظور اطلاع عموم مراتب در دو نوبت به فاصله ۱۵ روز آگهی می شود در صورتی که اشخاص نسبت به صدور سند مالکیت متقاضی اعتراضی داشته باشند می توانند از تاریخ انتشار اولین آگهی به مدت دو ماه اعتراض خود را به این اداره تسلیم و پس از اخذ رسید ظرف مدت یک ماه از تاریخ تسلیم اعتراض دادخواست خود را به مرجع قضایی تقدیم نمایند. بدیهی است در صورت انقضای مدت مذکور و عدم وصول اعتراض طبق مقررات سند مالکیت صادر خواهد شد.: [775, 101, 959, 199]
- notice-dates: تاریخ انتشار نوبت اول: ۱۴۰۵/۰۵/۲۵ تاریخ انتشار نوبت دوم: ۱۴۰۵/۰۶/۰۹: [794, 200, 958, 207]
- legal-notice: [201, 1324, 384, 1474]
- notice-body: برابر رای شماره ۱۴۰۴۶۰۳۰۶۰۱۲۰۰۱۳۳۲ هیات اول موضوع قانون تعیین تکلیف وضعیت ثبتی اراضی و ساختمانهای فاقد سند رسمی مستقر در واحد ثبتی حوزه ثبت ملک تصرفات مالکانه بلامعارض متقاضی در ششدانگ یک باب خانه به مساحت ۱۲۵ مترمربع پلاک فرعی از اصلی واقع در بخش ثبتی خریداری از مالک رسمی محرز گردیده است. لذا به منظور اطلاع عموم مراتب در دو نوبت به فاصله ۱۵ روز آگهی می شود در صورتی که اشخاص نسبت به صدور سند مالکیت متقاضی اعتراضی داشته باشند می توانند از تاریخ انتشار اولین آگهی به مدت دو ماه اعتراض خود را به این اداره تسلیم و پس از اخذ رسید ظرف مدت یک ماه از تاریخ تسلیم اعتراض دادخواست خود را به مرجع قضایی تقدیم نمایند. بدیهی است در صورت انقضای مدت مذکور و عدم وصول اعتراض طبق مقررات سند مالکیت صادر خواهد شد.: [200, 1507, 384, 1606]
- notice-dates: تاریخ انتشار نوبت اول: ۱۴۰۵/۰۵/۲۵ تاریخ انتشار نوبت دوم: ۱۴۰۵/۰۶/۰۹: [603, 1288, 767, 1295]
- legal-notice: [584, 1160, 767, 1310]
- column-5: [4, 72, 196, 1535]
- notice-title: آگهی موضوع ماده ۳ قانون و ماده ۱۳ آیین نامه قانون تعیین تکلیف وضعیت ثبتی اراضی و ساختمانهای فاقد سند رسمی: [584, 1004, 767, 1031]
- notice-signature: رئیس ثبت اسناد و املاک: [200, 1150, 279, 1159]
- notice-dates: تاریخ انتشار نوبت اول: ۱۴۰۵/۰۵/۲۵ تاریخ انتشار نوبت دوم: ۱۴۰۵/۰۶/۰۹: [411, 674, 575, 681]
- notice-title: آگهی موضوع ماده ۳ قانون و ماده ۱۳ آیین نامه قانون تعیین تکلیف وضعیت ثبتی اراضی و ساختمانهای فاقد سند رسمی: [8, 513, 191, 540]
- notice-signature: علی سادانی-رئیس ثبت اسناد و املاک: [8, 1526, 129, 1535]
- masthead: [4, 0, 962, 66]
- notice-body: برابر رای شماره ۱۴۰۴۶۰۳۰۶۰۱۲۰۰۱۳۳۲ هیات اول موضوع قانون تعیین تکلیف وضعیت ثبتی اراضی و ساختمانهای فاقد سند رسمی مستقر در واحد ثبتی حوزه ثبت ملک تصرفات مالکانه بلامعارض متقاضی در ششدانگ یک باب خانه به مساحت ۱۲۵ مترمربع پلاک فرعی از اصلی واقع در بخش ثبتی خریداری از مالک رسمی محرز گردیده است. لذا به منظور اطلاع عموم مراتب در دو نوبت به فاصله ۱۵ روز آگهی می شود در صورتی که اشخاص نسبت به صدور سند مالکیت متقاضی اعتراضی داشته باشند می توانند از تاریخ انتشار اولین آگهی به مدت دو ماه اعتراض خود را به این اداره تسلیم و پس از اخذ رسید ظرف مدت یک ماه از تاریخ تسلیم اعتراض دادخواست خود را به مرجع قضایی تقدیم نمایند. بدیهی است در صورت انقضای مدت مذکور و عدم وصول اعتراض طبق مقررات سند مالکیت صادر خواهد شد.: [775, 1033, 959, 1131]
- notice-body: برابر رای شماره ۱۴۰۴۶۰۳۰۶۰۱۲۰۰۱۳۳۲ هیات اول موضوع قانون تعیین تکلیف وضعیت ثبتی اراضی و ساختمانهای فاقد سند رسمی مستقر در واحد ثبتی حوزه ثبت ملک تصرفات مالکانه بلامعارض متقاضی در ششدانگ یک باب خانه به مساحت ۱۲۵ مترمربع پلاک فرعی از اصلی واقع در بخش ثبتی خریداری از مالک رسمی محرز گردیده است. لذا به منظور اطلاع عموم مراتب در دو نوبت به فاصله ۱۵ روز آگهی می شود در صورتی که اشخاص نسبت به صدور سند مالکیت متقاضی اعتراضی داشته باشند می توانند از تاریخ انتشار اولین آگهی به مدت دو ماه اعتراض خود را به این اداره تسلیم و پس از اخذ رسید ظرف مدت یک ماه از تاریخ تسلیم اعتراض دادخواست خود را به مرجع قضایی تقدیم نمایند. بدیهی است در صورت انقضای مدت مذکور و عدم وصول اعتراض طبق مقررات سند مالکیت صادر خواهد شد.: [8, 248, 192, 338]
- notice-signature: رئیس ثبت اسناد و املاک: [392, 839, 471, 848]
- notice-body: برابر رای شماره ۱۴۰۴۶۰۳۰۶۰۱۲۰۰۱۳۳۲ هیات اول موضوع قانون تعیین تکلیف وضعیت ثبتی اراضی و ساختمانهای فاقد سند رسمی مستقر در واحد ثبتی حوزه ثبت ملک تصرفات مالکانه بلامعارض متقاضی در ششدانگ یک باب خانه به مساحت ۱۲۵ مترمربع پلاک فرعی از اصلی واقع در بخش ثبتی خریداری از مالک رسمی محرز گردیده است. لذا به منظور اطلاع عموم مراتب در دو نوبت به فاصله ۱۵ روز آگهی می شود در صورتی که اشخاص نسبت به صدور سند مالکیت متقاضی اعتراضی داشته باشند می توانند از تاریخ انتشار اولین آگهی به مدت دو ماه اعتراض خود را به این اداره تسلیم و پس از اخذ رسید ظرف مدت یک ماه از تاریخ تسلیم اعتراض دادخواست خود را به مرجع قضایی تقدیم نمایند. بدیهی است در صورت انقضای مدت مذکور و عدم وصول اعتراض طبق مقررات سند مالکیت صادر خواهد شد.: [200, 101, 384, 199]
- notice-signature: سید محسن نیکبخت: [583, 1608, 646, 1617]
- notice-signature: علی محمدی-رئیس ثبت اسناد و املاک شهرستان: [8, 1231, 162, 1240]
- notice-body: برابر رای شماره ۱۴۰۴۶۰۳۰۶۰۱۲۰۰۱۳۳۲ هیات اول موضوع قانون تعیین تکلیف وضعیت ثبتی اراضی و ساختمانهای فاقد سند رسمی مستقر در واحد ثبتی حوزه ثبت ملک تصرفات مالکانه بلامعارض متقاضی در ششدانگ یک باب خانه به مساحت ۱۲۵ مترمربع پلاک فرعی از اصلی واقع در بخش ثبتی خریداری از مالک رسمی محرز گردیده است. لذا به منظور اطلاع عموم مراتب در دو نوبت به فاصله ۱۵ روز آگهی می شود در صورتی که اشخاص نسبت به صدور سند مالکیت متقاضی اعتراضی داشته باشند می توانند از تاریخ انتشار اولین آگهی به مدت دو ماه اعتراض خود را به این اداره تسلیم و پس از اخذ رسید ظرف مدت یک ماه از تاریخ تسلیم اعتراض دادخواست خود را به مرجع قضایی تقدیم نمایند. بدیهی است در صورت انقضای مدت مذکور و عدم وصول اعتراض طبق مقررات سند مالکیت صادر خواهد شد.: [775, 256, 959, 354]
- legal-notice: [201, 235, 384, 385]
- notice-body: برابر رای شماره ۱۴۰۴۶۰۳۰۶۰۱۲۰۰۱۳۳۲ هیات اول موضوع قانون تعیین تکلیف وضعیت ثبتی اراضی و ساختمانهای فاقد سند رسمی مستقر در واحد ثبتی حوزه ثبت ملک تصرفات مالکانه بلامعارض متقاضی در ششدانگ یک باب خانه به مساحت ۱۲۵ مترمربع پلاک فرعی از اصلی واقع در بخش ثبتی خریداری از مالک رسمی محرز گردیده است. لذا به منظور اطلاع عموم مراتب در دو نوبت به فاصله ۱۵ روز آگهی می شود در صورتی که اشخاص نسبت به صدور سند مالکیت متقاضی اعتراضی داشته باشند می توانند از تاریخ انتشار اولین آگهی به مدت دو ماه اعتراض خود را به این اداره تسلیم و پس از اخذ رسید ظرف مدت یک ماه از تاریخ تسلیم اعتراض دادخواست خود را به مرجع قضایی تقدیم نمایند. بدیهی است در صورت انقضای مدت مذکور و عدم وصول اعتراض طبق مقررات سند مالکیت صادر خواهد شد.: [200, 886, 384, 984]
- notice-title: آگهی موضوع ماده ۳ قانون و ماده ۱۳ آیین نامه قانون تعیین تکلیف وضعیت ثبتی اراضی و ساختمانهای فاقد سند رسمی: [775, 227, 958, 254]
- issue-info: [862, 0, 962, 66]
- notice-dates: تاریخ انتشار نوبت اول: ۱۴۰۵/۰۵/۲۵ تاریخ انتشار نوبت دوم: ۱۴۰۵/۰۶/۰۹: [794, 1599, 958, 1606]
- notice-signature: رئیس ثبت اسناد و املاک: [392, 1150, 471, 1159]
- legal-notice: [392, 235, 575, 385]
- legal-notice: [8, 1397, 192, 1539]
- notice-title: آگهی موضوع ماده ۳ قانون و ماده ۱۳ آیین نامه قانون تعیین تکلیف وضعیت ثبتی اراضی و ساختمانهای فاقد سند رسمی: [584, 227, 767, 254]
- notice-body: برابر رای شماره ۱۴۰۴۶۰۳۰۶۰۱۲۰۰۱۳۳۲ هیات اول موضوع قانون تعیین تکلیف وضعیت ثبتی اراضی و ساختمانهای فاقد سند رسمی مستقر در واحد ثبتی حوزه ثبت ملک تصرفات مالکانه بلامعارض متقاضی در ششدانگ یک باب خانه به مساحت ۱۲۵ مترمربع پلاک فرعی از اصلی واقع در بخش ثبتی خریداری از مالک رسمی محرز گردیده است. لذا به منظور اطلاع عموم مراتب در دو نوبت به فاصله ۱۵ روز آگهی می شود در صورتی که اشخاص نسبت به صدور سند مالکیت متقاضی اعتراضی داشته باشند می توانند از تاریخ انتشار اولین آگهی به مدت دو ماه اعتراض خود را به این اداره تسلیم و پس از اخذ رسید ظرف مدت یک ماه از تاریخ تسلیم اعتراض دادخواست خود را به مرجع قضایی تقدیم نمایند. بدیهی است در صورت انقضای مدت مذکور و عدم وصول اعتراض طبق مقررات سند مالکیت صادر خواهد شد.: [200, 1352, 384, 1450]
- square-icon: [949, 36, 956, 43]
- notice-title: آگهی موضوع ماده ۳ قانون و ماده ۱۳ آیین نامه قانون تعیین تکلیف وضعیت ثبتی اراضی و ساختمانهای فاقد سند رسمی: [200, 1478, 384, 1505]
- notice-signature: جلیل هاشمی کلاسرایی: [200, 994, 276, 1003]
- notice-body: برابر رای شماره ۱۴۰۴۶۰۳۰۶۰۱۲۰۰۱۳۳۲ هیات اول موضوع قانون تعیین تکلیف وضعیت ثبتی اراضی و ساختمانهای فاقد سند رسمی مستقر در واحد ثبتی حوزه ثبت ملک تصرفات مالکانه بلامعارض متقاضی در ششدانگ یک باب خانه به مساحت ۱۲۵ مترمربع پلاک فرعی از اصلی واقع در بخش ثبتی خریداری از مالک رسمی محرز گردیده است. لذا به منظور اطلاع عموم مراتب در دو نوبت به فاصله ۱۵ روز آگهی می شود در صورتی که اشخاص نسبت به صدور سند مالکیت متقاضی اعتراضی داشته باشند می توانند از تاریخ انتشار اولین آگهی به مدت دو ماه اعتراض خود را به این اداره تسلیم و پس از اخذ رسید ظرف مدت یک ماه از تاریخ تسلیم اعتراض دادخواست خود را به مرجع قضایی تقدیم نمایند. بدیهی است در صورت انقضای مدت مذکور و عدم وصول اعتراض طبق مقررات سند مالکیت صادر خواهد شد.: [8, 837, 192, 927]
- notice-title: آگهی موضوع ماده ۳ قانون و ماده ۱۳ آیین نامه قانون تعیین تکلیف وضعیت ثبتی اراضی و ساختمانهای فاقد سند رسمی: [8, 808, 191, 835]
- notice-signature: فرید آذرسا: [583, 209, 619, 218]
- legal-notice: [584, 72, 767, 222]
- legal-notice: [201, 857, 384, 1007]
- notice-title: آگهی موضوع ماده ۳ قانون و ماده ۱۳ آیین نامه قانون تعیین تکلیف وضعیت ثبتی اراضی و ساختمانهای فاقد سند رسمی: [392, 72, 575, 98]
- notice-dates: تاریخ انتشار نوبت اول: ۱۴۰۵/۰۵/۲۵ تاریخ انتشار نوبت دوم: ۱۴۰۵/۰۶/۰۹: [411, 1451, 575, 1458]
- notice-dates: تاریخ انتشار نوبت اول: ۱۴۰۵/۰۵/۲۵ تاریخ انتشار نوبت دوم: ۱۴۰۵/۰۶/۰۹: [28, 1517, 192, 1524]
- notice-body: برابر رای شماره ۱۴۰۴۶۰۳۰۶۰۱۲۰۰۱۳۳۲ هیات اول موضوع قانون تعیین تکلیف وضعیت ثبتی اراضی و ساختمانهای فاقد سند رسمی مستقر در واحد ثبتی حوزه ثبت ملک تصرفات مالکانه بلامعارض متقاضی در ششدانگ یک باب خانه به مساحت ۱۲۵ مترمربع پلاک فرعی از اصلی واقع در بخش ثبتی خریداری از مالک رسمی محرز گردیده است. لذا به منظور اطلاع عموم مراتب در دو نوبت به فاصله ۱۵ روز آگهی می شود در صورتی که اشخاص نسبت به صدور سند مالکیت متقاضی اعتراضی داشته باشند می توانند از تاریخ انتشار اولین آگهی به مدت دو ماه اعتراض خود را به این اداره تسلیم و پس از اخذ رسید ظرف مدت یک ماه از تاریخ تسلیم اعتراض دادخواست خود را به مرجع قضایی تقدیم نمایند. بدیهی است در صورت انقضای مدت مذکور و عدم وصول اعتراض طبق مقررات سند مالکیت صادر خواهد شد.: [8, 689, 192, 779]
- notice-dates: تاریخ انتشار نوبت اول: ۱۴۰۵/۰۵/۲۵ تاریخ انتشار نوبت دوم: ۱۴۰۵/۰۶/۰۹: [219, 1451, 384, 1458]
- legal-notice: [8, 808, 192, 950]
- notice-signature: رئیس ثبت اسناد و املاک: [775, 986, 854, 995]
- notice-dates: تاریخ انتشار نوبت اول: ۱۴۰۵/۰۵/۲۵ تاریخ انتشار نوبت دوم: ۱۴۰۵/۰۶/۰۹: [794, 1133, 958, 1140]
- notice-dates: تاریخ انتشار نوبت اول: ۱۴۰۵/۰۵/۲۵ تاریخ انتشار نوبت دوم: ۱۴۰۵/۰۶/۰۹: [411, 985, 575, 992]
- column-4: [196, 72, 388, 1625]
- square-icon: [949, 4, 956, 11]
- legal-notice: [392, 1013, 575, 1163]
- notice-title: آگهی موضوع ماده ۳ قانون و ماده ۱۳ آیین نامه قانون تعیین تکلیف وضعیت ثبتی اراضی و ساختمانهای فاقد سند رسمی: [775, 538, 958, 565]
- notice-title: آگهی موضوع ماده ۳ قانون و ماده ۱۳ آیین نامه قانون تعیین تکلیف وضعیت ثبتی اراضی و ساختمانهای فاقد سند رسمی: [775, 693, 958, 720]
- notice-signature: سید مصطفی آذرسا-رئیس اداره ثبت اسناد و املاک شهری: [392, 209, 555, 226]
- legal-notice: [775, 227, 958, 377]
- legal-notice: [584, 694, 767, 844]
- notice-title: آگهی موضوع ماده ۳ قانون و ماده ۱۳ آیین نامه قانون تعیین تکلیف وضعیت ثبتی اراضی و ساختمانهای فاقد سند رسمی: [8, 1249, 191, 1276]
- notice-title: آگهی موضوع ماده ۳ قانون و ماده ۱۳ آیین نامه قانون تعیین تکلیف وضعیت ثبتی اراضی و ساختمانهای فاقد سند رسمی: [775, 1470, 958, 1497]
- notice-dates: تاریخ انتشار نوبت اول: ۱۴۰۵/۰۵/۲۵ تاریخ انتشار نوبت دوم: ۱۴۰۵/۰۶/۰۹: [603, 1599, 767, 1606]
- legal-notice: [775, 1160, 958, 1310]
- date-line-1: دوشنبه ۹ شهریور ۱۴۰۵: [197, 15, 324, 29]
- notice-signature: سید خوراق: [775, 520, 812, 529]
- issue-line-2: ایران شماره ۱۱۴۵۸: [885, 35, 956, 62]
- date-line-2: ۱۸ ربیع الاول ۱۴۴۸ ■ ۳۱ اگوست ۲۰۲۶: [115, 33, 324, 47]
- notice-dates: تاریخ انتشار نوبت اول: ۱۴۰۵/۰۵/۲۵ تاریخ انتشار نوبت دوم: ۱۴۰۵/۰۶/۰۹: [603, 355, 767, 362]
- notice-dates: تاریخ انتشار نوبت اول: ۱۴۰۵/۰۵/۲۵ تاریخ انتشار نوبت دوم: ۱۴۰۵/۰۶/۰۹: [411, 1607, 575, 1614]
- legal-notice: [775, 694, 958, 844]
- notice-title: آگهی موضوع ماده ۳ قانون و ماده ۱۳ آیین نامه قانون تعیین تکلیف وضعیت ثبتی اراضی و ساختمانهای فاقد سند رسمی: [775, 1160, 958, 1187]
- legal-notice: [201, 391, 384, 541]
- notice-body: برابر رای شماره ۱۴۰۴۶۰۳۰۶۰۱۲۰۰۱۳۳۲ هیات اول موضوع قانون تعیین تکلیف وضعیت ثبتی اراضی و ساختمانهای فاقد سند رسمی مستقر در واحد ثبتی حوزه ثبت ملک تصرفات مالکانه بلامعارض متقاضی در ششدانگ یک باب خانه به مساحت ۱۲۵ مترمربع پلاک فرعی از اصلی واقع در بخش ثبتی خریداری از مالک رسمی محرز گردیده است. لذا به منظور اطلاع عموم مراتب در دو نوبت به فاصله ۱۵ روز آگهی می شود در صورتی که اشخاص نسبت به صدور سند مالکیت متقاضی اعتراضی داشته باشند می توانند از تاریخ انتشار اولین آگهی به مدت دو ماه اعتراض خود را به این اداره تسلیم و پس از اخذ رسید ظرف مدت یک ماه از تاریخ تسلیم اعتراض دادخواست خود را به مرجع قضایی تقدیم نمایند. بدیهی است در صورت انقضای مدت مذکور و عدم وصول اعتراض طبق مقررات سند مالکیت صادر خواهد شد.: [392, 1352, 575, 1450]
- notice-body: برابر رای شماره ۱۴۰۴۶۰۳۰۶۰۱۲۰۰۱۳۳۲ هیات اول موضوع قانون تعیین تکلیف وضعیت ثبتی اراضی و ساختمانهای فاقد سند رسمی مستقر در واحد ثبتی حوزه ثبت ملک تصرفات مالکانه بلامعارض متقاضی در ششدانگ یک باب خانه به مساحت ۱۲۵ مترمربع پلاک فرعی از اصلی واقع در بخش ثبتی خریداری از مالک رسمی محرز گردیده است. لذا به منظور اطلاع عموم مراتب در دو نوبت به فاصله ۱۵ روز آگهی می شود در صورتی که اشخاص نسبت به صدور سند مالکیت متقاضی اعتراضی داشته باشند می توانند از تاریخ انتشار اولین آگهی به مدت دو ماه اعتراض خود را به این اداره تسلیم و پس از اخذ رسید ظرف مدت یک ماه از تاریخ تسلیم اعتراض دادخواست خود را به مرجع قضایی تقدیم نمایند. بدیهی است در صورت انقضای مدت مذکور و عدم وصول اعتراض طبق مقررات سند مالکیت صادر خواهد شد.: [8, 101, 192, 191]
- notice-title: آگهی موضوع ماده ۳ قانون و ماده ۱۳ آیین نامه قانون تعیین تکلیف وضعیت ثبتی اراضی و ساختمانهای فاقد سند رسمی: [200, 857, 384, 884]
- legal-notice: [201, 1168, 384, 1318]
- notice-body: برابر رای شماره ۱۴۰۴۶۰۳۰۶۰۱۲۰۰۱۳۳۲ هیات اول موضوع قانون تعیین تکلیف وضعیت ثبتی اراضی و ساختمانهای فاقد سند رسمی مستقر در واحد ثبتی حوزه ثبت ملک تصرفات مالکانه بلامعارض متقاضی در ششدانگ یک باب خانه به مساحت ۱۲۵ مترمربع پلاک فرعی از اصلی واقع در بخش ثبتی خریداری از مالک رسمی محرز گردیده است. لذا به منظور اطلاع عموم مراتب در دو نوبت به فاصله ۱۵ روز آگهی می شود در صورتی که اشخاص نسبت به صدور سند مالکیت متقاضی اعتراضی داشته باشند می توانند از تاریخ انتشار اولین آگهی به مدت دو ماه اعتراض خود را به این اداره تسلیم و پس از اخذ رسید ظرف مدت یک ماه از تاریخ تسلیم اعتراض دادخواست خود را به مرجع قضایی تقدیم نمایند. بدیهی است در صورت انقضای مدت مذکور و عدم وصول اعتراض طبق مقررات سند مالکیت صادر خواهد شد.: [583, 1033, 767, 1131]
- legal-notice: [201, 546, 384, 696]
- notice-title: آگهی موضوع ماده ۳ قانون و ماده ۱۳ آیین نامه قانون تعیین تکلیف وضعیت ثبتی اراضی و ساختمانهای فاقد سند رسمی: [392, 1478, 575, 1505]
- notice-title: آگهی موضوع ماده ۳ قانون و ماده ۱۳ آیین نامه قانون تعیین تکلیف وضعیت ثبتی اراضی و ساختمانهای فاقد سند رسمی: [8, 660, 191, 687]
- notice-title: آگهی موضوع ماده ۳ قانون و ماده ۱۳ آیین نامه قانون تعیین تکلیف وضعیت ثبتی اراضی و ساختمانهای فاقد سند رسمی: [392, 235, 575, 262]
- notice-signature: رئیس ثبت اسناد و املاک: [392, 528, 471, 537]
- notice-title: آگهی موضوع ماده ۳ قانون و ماده ۱۳ آیین نامه قانون تعیین تکلیف وضعیت ثبتی اراضی و ساختمانهای فاقد سند رسمی: [8, 219, 191, 246]
- notice-signature: بهمن سارانی-رئیس ثبت اسناد و املاک کلاله: [8, 642, 150, 651]
- notice-body: برابر رای شماره ۱۴۰۴۶۰۳۰۶۰۱۲۰۰۱۳۳۲ هیات اول موضوع قانون تعیین تکلیف وضعیت ثبتی اراضی و ساختمانهای فاقد سند رسمی مستقر در واحد ثبتی حوزه ثبت ملک تصرفات مالکانه بلامعارض متقاضی در ششدانگ یک باب خانه به مساحت ۱۲۵ مترمربع پلاک فرعی از اصلی واقع در بخش ثبتی خریداری از مالک رسمی محرز گردیده است. لذا به منظور اطلاع عموم مراتب در دو نوبت به فاصله ۱۵ روز آگهی می شود در صورتی که اشخاص نسبت به صدور سند مالکیت متقاضی اعتراضی داشته باشند می توانند از تاریخ انتشار اولین آگهی به مدت دو ماه اعتراض خود را به این اداره تسلیم و پس از اخذ رسید ظرف مدت یک ماه از تاریخ تسلیم اعتراض دادخواست خود را به مرجع قضایی تقدیم نمایند. بدیهی است در صورت انقضای مدت مذکور و عدم وصول اعتراض طبق مقررات سند مالکیت صادر خواهد شد.: [775, 411, 959, 510]
- notice-title: آگهی موضوع ماده ۳ قانون و ماده ۱۳ آیین نامه قانون تعیین تکلیف وضعیت ثبتی اراضی و ساختمانهای فاقد سند رسمی: [200, 1168, 384, 1195]
- notice-signature: محمود خانعلی زاده: [392, 683, 453, 692]
- notice-signature: رئیس ثبت اسناد و املاک: [200, 839, 279, 848]
- notice-dates: تاریخ انتشار نوبت اول: ۱۴۰۵/۰۵/۲۵ تاریخ انتشار نوبت دوم: ۱۴۰۵/۰۶/۰۹: [794, 355, 958, 362]
- logo-box: [652, 0, 862, 66]
- notice-title: آگهی موضوع ماده ۳ قانون و ماده ۱۳ آیین نامه قانون تعیین تکلیف وضعیت ثبتی اراضی و ساختمانهای فاقد سند رسمی: [392, 1012, 575, 1039]
- notice-body: برابر رای شماره ۱۴۰۴۶۰۳۰۶۰۱۲۰۰۱۳۳۲ هیات اول موضوع قانون تعیین تکلیف وضعیت ثبتی اراضی و ساختمانهای فاقد سند رسمی مستقر در واحد ثبتی حوزه ثبت ملک تصرفات مالکانه بلامعارض متقاضی در ششدانگ یک باب خانه به مساحت ۱۲۵ مترمربع پلاک فرعی از اصلی واقع در بخش ثبتی خریداری از مالک رسمی محرز گردیده است. لذا به منظور اطلاع عموم مراتب در دو نوبت به فاصله ۱۵ روز آگهی می شود در صورتی که اشخاص نسبت به صدور سند مالکیت متقاضی اعتراضی داشته باشند می توانند از تاریخ انتشار اولین آگهی به مدت دو ماه اعتراض خود را به این اداره تسلیم و پس از اخذ رسید ظرف مدت یک ماه از تاریخ تسلیم اعتراض دادخواست خود را به مرجع قضایی تقدیم نمایند. بدیهی است در صورت انقضای مدت مذکور و عدم وصول اعتراض طبق مقررات سند مالکیت صادر خواهد شد.: [392, 886, 575, 984]
- notice-body: برابر رای شماره ۱۴۰۴۶۰۳۰۶۰۱۲۰۰۱۳۳۲ هیات اول موضوع قانون تعیین تکلیف وضعیت ثبتی اراضی و ساختمانهای فاقد سند رسمی مستقر در واحد ثبتی حوزه ثبت ملک تصرفات مالکانه بلامعارض متقاضی در ششدانگ یک باب خانه به مساحت ۱۲۵ مترمربع پلاک فرعی از اصلی واقع در بخش ثبتی خریداری از مالک رسمی محرز گردیده است. لذا به منظور اطلاع عموم مراتب در دو نوبت به فاصله ۱۵ روز آگهی می شود در صورتی که اشخاص نسبت به صدور سند مالکیت متقاضی اعتراضی داشته باشند می توانند از تاریخ انتشار اولین آگهی به مدت دو ماه اعتراض خود را به این اداره تسلیم و پس از اخذ رسید ظرف مدت یک ماه از تاریخ تسلیم اعتراض دادخواست خود را به مرجع قضایی تقدیم نمایند. بدیهی است در صورت انقضای مدت مذکور و عدم وصول اعتراض طبق مقررات سند مالکیت صادر خواهد شد.: [775, 878, 959, 976]
- legal-notice: [775, 1316, 958, 1466]
- notice-title: آگهی موضوع ماده ۳ قانون و ماده ۱۳ آیین نامه قانون تعیین تکلیف وضعیت ثبتی اراضی و ساختمانهای فاقد سند رسمی: [392, 1168, 575, 1195]
- issue-line-1: روزنامه سال چهل و یکم: [882, 3, 956, 30]
- notice-dates: تاریخ انتشار نوبت اول: ۱۴۰۵/۰۵/۲۵ تاریخ انتشار نوبت دوم: ۱۴۰۵/۰۶/۰۹: [603, 666, 767, 673]
- notice-body: برابر رای شماره ۱۴۰۴۶۰۳۰۶۰۱۲۰۰۱۳۳۲ هیات اول موضوع قانون تعیین تکلیف وضعیت ثبتی اراضی و ساختمانهای فاقد سند رسمی مستقر در واحد ثبتی حوزه ثبت ملک تصرفات مالکانه بلامعارض متقاضی در ششدانگ یک باب خانه به مساحت ۱۲۵ مترمربع پلاک فرعی از اصلی واقع در بخش ثبتی خریداری از مالک رسمی محرز گردیده است. لذا به منظور اطلاع عموم مراتب در دو نوبت به فاصله ۱۵ روز آگهی می شود در صورتی که اشخاص نسبت به صدور سند مالکیت متقاضی اعتراضی داشته باشند می توانند از تاریخ انتشار اولین آگهی به مدت دو ماه اعتراض خود را به این اداره تسلیم و پس از اخذ رسید ظرف مدت یک ماه از تاریخ تسلیم اعتراض دادخواست خود را به مرجع قضایی تقدیم نمایند. بدیهی است در صورت انقضای مدت مذکور و عدم وصول اعتراض طبق مقررات سند مالکیت صادر خواهد شد.: [392, 101, 575, 199]
- notice-dates: تاریخ انتشار نوبت اول: ۱۴۰۵/۰۵/۲۵ تاریخ انتشار نوبت دوم: ۱۴۰۵/۰۶/۰۹: [794, 977, 958, 984]
- notice-body: برابر رای شماره ۱۴۰۴۶۰۳۰۶۰۱۲۰۰۱۳۳۲ هیات اول موضوع قانون تعیین تکلیف وضعیت ثبتی اراضی و ساختمانهای فاقد سند رسمی مستقر در واحد ثبتی حوزه ثبت ملک تصرفات مالکانه بلامعارض متقاضی در ششدانگ یک باب خانه به مساحت ۱۲۵ مترمربع پلاک فرعی از اصلی واقع در بخش ثبتی خریداری از مالک رسمی محرز گردیده است. لذا به منظور اطلاع عموم مراتب در دو نوبت به فاصله ۱۵ روز آگهی می شود در صورتی که اشخاص نسبت به صدور سند مالکیت متقاضی اعتراضی داشته باشند می توانند از تاریخ انتشار اولین آگهی به مدت دو ماه اعتراض خود را به این اداره تسلیم و پس از اخذ رسید ظرف مدت یک ماه از تاریخ تسلیم اعتراض دادخواست خود را به مرجع قضایی تقدیم نمایند. بدیهی است در صورت انقضای مدت مذکور و عدم وصول اعتراض طبق مقررات سند مالکیت صادر خواهد شد.: [583, 411, 767, 510]
- notice-dates: تاریخ انتشار نوبت اول: ۱۴۰۵/۰۵/۲۵ تاریخ انتشار نوبت دوم: ۱۴۰۵/۰۶/۰۹: [28, 486, 192, 493]
- notice-signature: احمد خوشی-رئیس اداره ثبت اسناد و املاک شهرستان: [775, 364, 947, 373]
- legal-notice: [775, 538, 958, 688]
- legal-notice: [8, 219, 192, 361]
- notice-title: آگهی موضوع ماده ۳ قانون و ماده ۱۳ آیین نامه قانون تعیین تکلیف وضعیت ثبتی اراضی و ساختمانهای فاقد سند رسمی: [775, 849, 958, 876]
- notice-columns: [4, 72, 962, 1625]
- notice-dates: تاریخ انتشار نوبت اول: ۱۴۰۵/۰۵/۲۵ تاریخ انتشار نوبت دوم: ۱۴۰۵/۰۶/۰۹: [219, 519, 384, 526]
- legal-notice: [8, 514, 192, 656]
- notice-signature: رئیس شعبه دوم تعزیرات حکومتی: [8, 937, 116, 946]
- legal-notice: [392, 857, 575, 1007]
- legal-notice: [775, 849, 958, 999]
- notice-signature: رئیس ثبت اسناد و املاک: [775, 1142, 854, 1151]
- legal-notice: [8, 955, 192, 1097]
- legal-notice: [584, 538, 767, 688]
- notice-title: آگهی موضوع ماده ۳ قانون و ماده ۱۳ آیین نامه قانون تعیین تکلیف وضعیت ثبتی اراضی و ساختمانهای فاقد سند رسمی: [392, 857, 575, 884]
- notice-title: آگهی موضوع ماده ۳ قانون و ماده ۱۳ آیین نامه قانون تعیین تکلیف وضعیت ثبتی اراضی و ساختمانهای فاقد سند رسمی: [8, 366, 191, 393]
- notice-dates: تاریخ انتشار نوبت اول: ۱۴۰۵/۰۵/۲۵ تاریخ انتشار نوبت دوم: ۱۴۰۵/۰۶/۰۹: [603, 1443, 767, 1450]
- legal-notice: [775, 72, 958, 222]
- legal-notice: [392, 1479, 575, 1629]
- legal-notice: [584, 1471, 767, 1621]
- notice-body: برابر رای شماره ۱۴۰۴۶۰۳۰۶۰۱۲۰۰۱۳۳۲ هیات اول موضوع قانون تعیین تکلیف وضعیت ثبتی اراضی و ساختمانهای فاقد سند رسمی مستقر در واحد ثبتی حوزه ثبت ملک تصرفات مالکانه بلامعارض متقاضی در ششدانگ یک باب خانه به مساحت ۱۲۵ مترمربع پلاک فرعی از اصلی واقع در بخش ثبتی خریداری از مالک رسمی محرز گردیده است. لذا به منظور اطلاع عموم مراتب در دو نوبت به فاصله ۱۵ روز آگهی می شود در صورتی که اشخاص نسبت به صدور سند مالکیت متقاضی اعتراضی داشته باشند می توانند از تاریخ انتشار اولین آگهی به مدت دو ماه اعتراض خود را به این اداره تسلیم و پس از اخذ رسید ظرف مدت یک ماه از تاریخ تسلیم اعتراض دادخواست خود را به مرجع قضایی تقدیم نمایند. بدیهی است در صورت انقضای مدت مذکور و عدم وصول اعتراض طبق مقررات سند مالکیت صادر خواهد شد.: [583, 567, 767, 665]
- notice-dates: تاریخ انتشار نوبت اول: ۱۴۰۵/۰۵/۲۵ تاریخ انتشار نوبت دوم: ۱۴۰۵/۰۶/۰۹: [28, 192, 192, 199]
- legal-notice: [8, 661, 192, 803]
- notice-title: آگهی موضوع ماده ۳ قانون و ماده ۱۳ آیین نامه قانون تعیین تکلیف وضعیت ثبتی اراضی و ساختمانهای فاقد سند رسمی: [775, 382, 958, 409]
- legal-notice: [201, 1479, 384, 1629]
- notice-signature: رئیس ثبت اسناد و املاک: [200, 1305, 279, 1314]
- notice-title: آگهی موضوع ماده ۳ قانون و ماده ۱۳ آیین نامه قانون تعیین تکلیف وضعیت ثبتی اراضی و ساختمانهای فاقد سند رسمی: [584, 1160, 767, 1187]
